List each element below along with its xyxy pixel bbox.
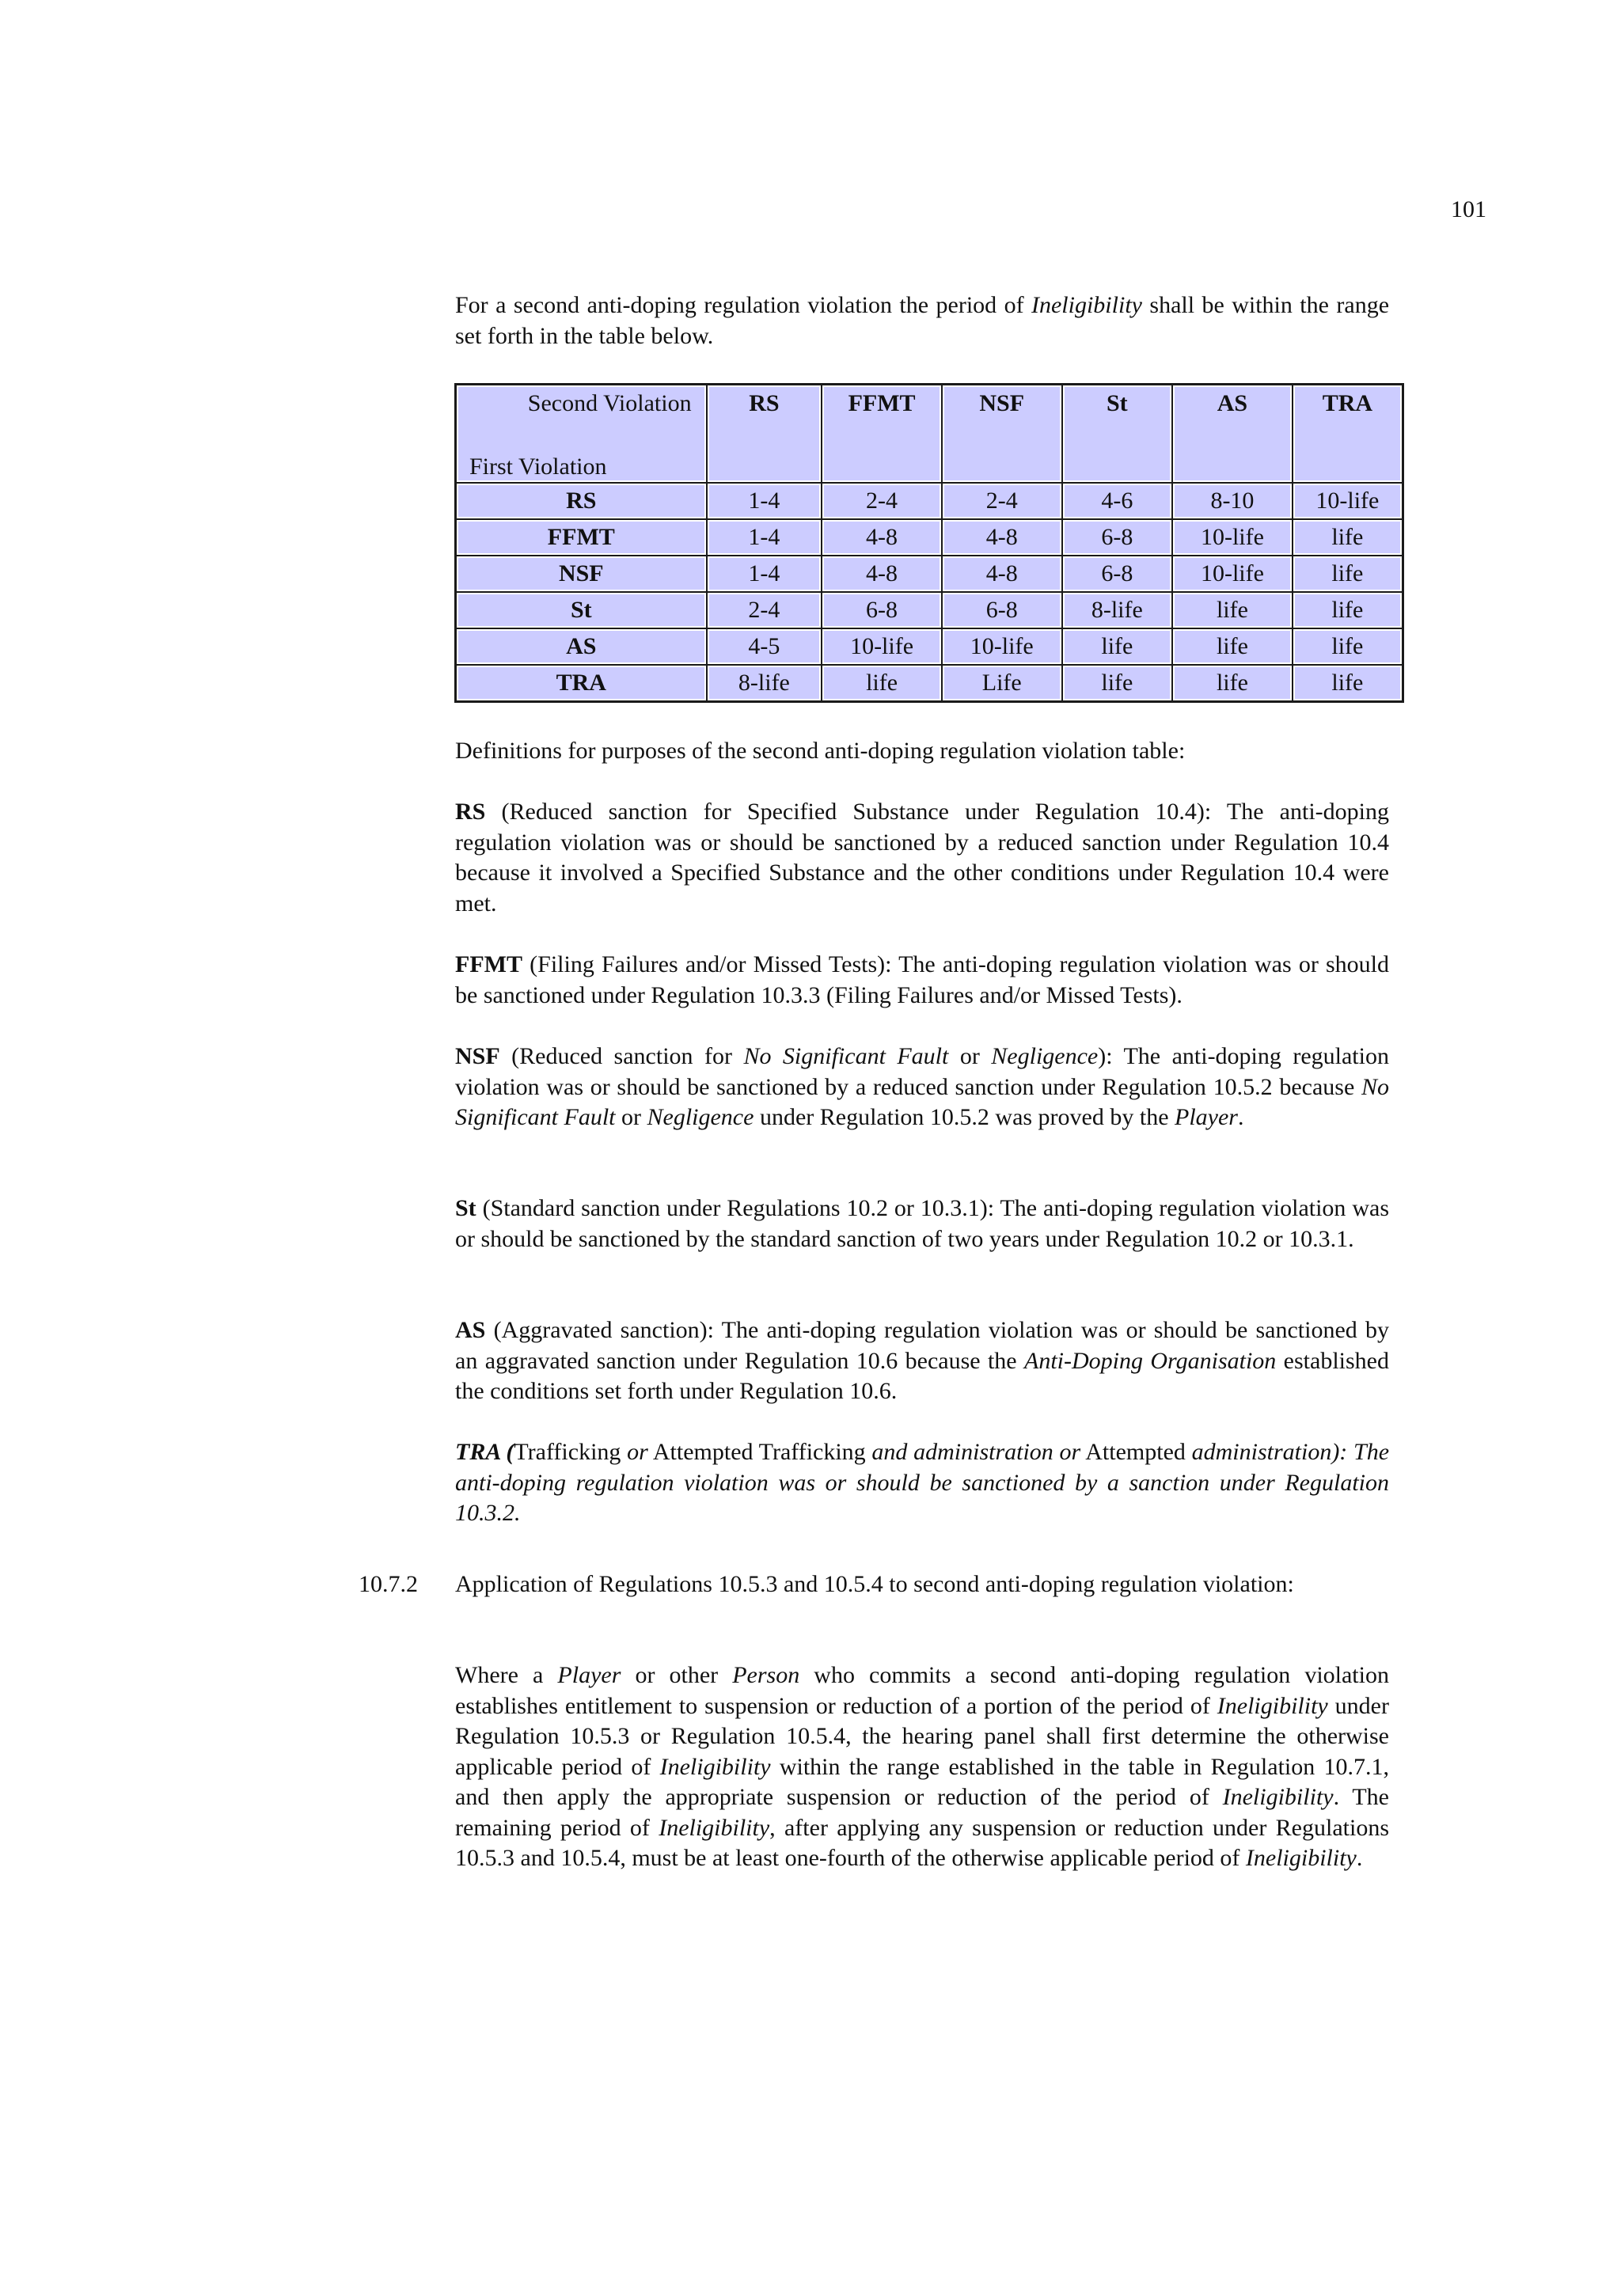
table-cell: Life (942, 665, 1062, 702)
definition-ffmt: FFMT (Filing Failures and/or Missed Tests): The anti-doping regulation violation was or should be sanctioned under Regulation 10.3.3 (Filing Failures and/or Missed Tests). (455, 951, 1389, 1008)
column-header-st: St (1062, 385, 1173, 484)
table-cell: 10-life (822, 628, 942, 665)
table-cell: life (1062, 665, 1173, 702)
table-cell: 6-8 (822, 592, 942, 628)
table-cell: 10-life (1172, 519, 1293, 556)
table-row (456, 556, 1403, 592)
table-cell: life (1062, 628, 1173, 665)
definitions-heading: Definitions for purposes of the second anti-doping regulation violation table: (455, 738, 1186, 764)
table-row (456, 519, 1403, 556)
table-cell: 1-4 (707, 556, 822, 592)
row-header: TRA (456, 665, 707, 702)
definition-as: AS (Aggravated sanction): The anti-doping regulation violation was or should be sanctioned by an aggravated sanction under Regulation 10.6 because the Anti-Doping Organisation established the conditions set forth under Regulation 10.6. (455, 1317, 1389, 1404)
section-title: Application of Regulations 10.5.3 and 10.5.4 to second anti-doping regulation violation: (455, 1571, 1294, 1597)
table-cell: 8-life (707, 665, 822, 702)
section-body: Where a Player or other Person who commits a second anti-doping regulation violation establishes entitlement to suspension or reduction of a portion of the period of Ineligibility under Regulation 10.5.3 or Regulation 10.5.4, the hearing panel shall first determine the otherwise applicable period of Ineligibility within the range established in the table in Regulation 10.7.1, and then apply the appropriate suspension or reduction of the period of Ineligibility. The remaining period of Ineligibility, after applying any suspension or reduction under Regulations 10.5.3 and 10.5.4, must be at least one-fourth of the otherwise applicable period of Ineligibility. (455, 1662, 1389, 1871)
table-cell: 6-8 (942, 592, 1062, 628)
table-cell: 4-8 (942, 519, 1062, 556)
column-header-tra: TRA (1293, 385, 1403, 484)
table-cell: 4-8 (822, 519, 942, 556)
table-cell: 4-5 (707, 628, 822, 665)
section-number: 10.7.2 (359, 1571, 418, 1597)
table-cell: life (1172, 592, 1293, 628)
table-row (456, 592, 1403, 628)
table-cell: life (1293, 628, 1403, 665)
table-cell: 1-4 (707, 483, 822, 519)
table-cell: 6-8 (1062, 556, 1173, 592)
table-cell: life (1172, 628, 1293, 665)
definition-nsf: NSF (Reduced sanction for No Significant Fault or Negligence): The anti-doping regulation violation was or should be sanctioned by a reduced sanction under Regulation 10.5.2 because No Significant Fault or Negligence under Regulation 10.5.2 was proved by the Player. (455, 1043, 1389, 1130)
table-row (456, 628, 1403, 665)
second-violation-table (454, 383, 1404, 703)
table-cell: 4-8 (942, 556, 1062, 592)
table-row (456, 483, 1403, 519)
column-header-rs: RS (707, 385, 822, 484)
table-cell: life (1172, 665, 1293, 702)
table-cell: 2-4 (707, 592, 822, 628)
table-cell: life (1293, 519, 1403, 556)
column-header-as: AS (1172, 385, 1293, 484)
definition-st: St (Standard sanction under Regulations 10.2 or 10.3.1): The anti-doping regulation violation was or should be sanctioned by the standard sanction of two years under Regulation 10.2 or 10.3.1. (455, 1195, 1389, 1252)
column-header-ffmt: FFMT (822, 385, 942, 484)
table-cell: life (1293, 556, 1403, 592)
table-corner-cell (456, 385, 707, 484)
table-cell: 10-life (942, 628, 1062, 665)
intro-paragraph: For a second anti-doping regulation violation the period of Ineligibility shall be within the range set forth in the table below. (455, 292, 1390, 349)
page-number: 101 (1451, 196, 1486, 222)
table-cell: life (1293, 592, 1403, 628)
table-cell: 10-life (1293, 483, 1403, 519)
row-header: St (456, 592, 707, 628)
column-header-nsf: NSF (942, 385, 1062, 484)
table-cell: 2-4 (822, 483, 942, 519)
table-row (456, 665, 1403, 702)
table-cell: 2-4 (942, 483, 1062, 519)
table-header-row (456, 385, 1403, 484)
definition-tra: TRA (Trafficking or Attempted Trafficking and administration or Attempted administration): The anti-doping regulation violation was or should be sanctioned by a sanction under Regulation 10.3.2. (455, 1439, 1390, 1526)
table-cell: life (1293, 665, 1403, 702)
row-header: AS (456, 628, 707, 665)
table-cell: 10-life (1172, 556, 1293, 592)
table-cell: 4-6 (1062, 483, 1173, 519)
row-header: FFMT (456, 519, 707, 556)
table-cell: 4-8 (822, 556, 942, 592)
table-cell: 6-8 (1062, 519, 1173, 556)
row-header: NSF (456, 556, 707, 592)
definition-rs: RS (Reduced sanction for Specified Substance under Regulation 10.4): The anti-doping regulation violation was or should be sanctioned by a reduced sanction under Regulation 10.4 because it involved a Specified Substance and the other conditions under Regulation 10.4 were met. (455, 799, 1389, 917)
table-cell: 8-life (1062, 592, 1173, 628)
table-cell: 8-10 (1172, 483, 1293, 519)
table-cell: life (822, 665, 942, 702)
table-cell: 1-4 (707, 519, 822, 556)
row-header: RS (456, 483, 707, 519)
second-violation-label: Second Violation (527, 390, 692, 416)
first-violation-label: First Violation (469, 453, 607, 480)
